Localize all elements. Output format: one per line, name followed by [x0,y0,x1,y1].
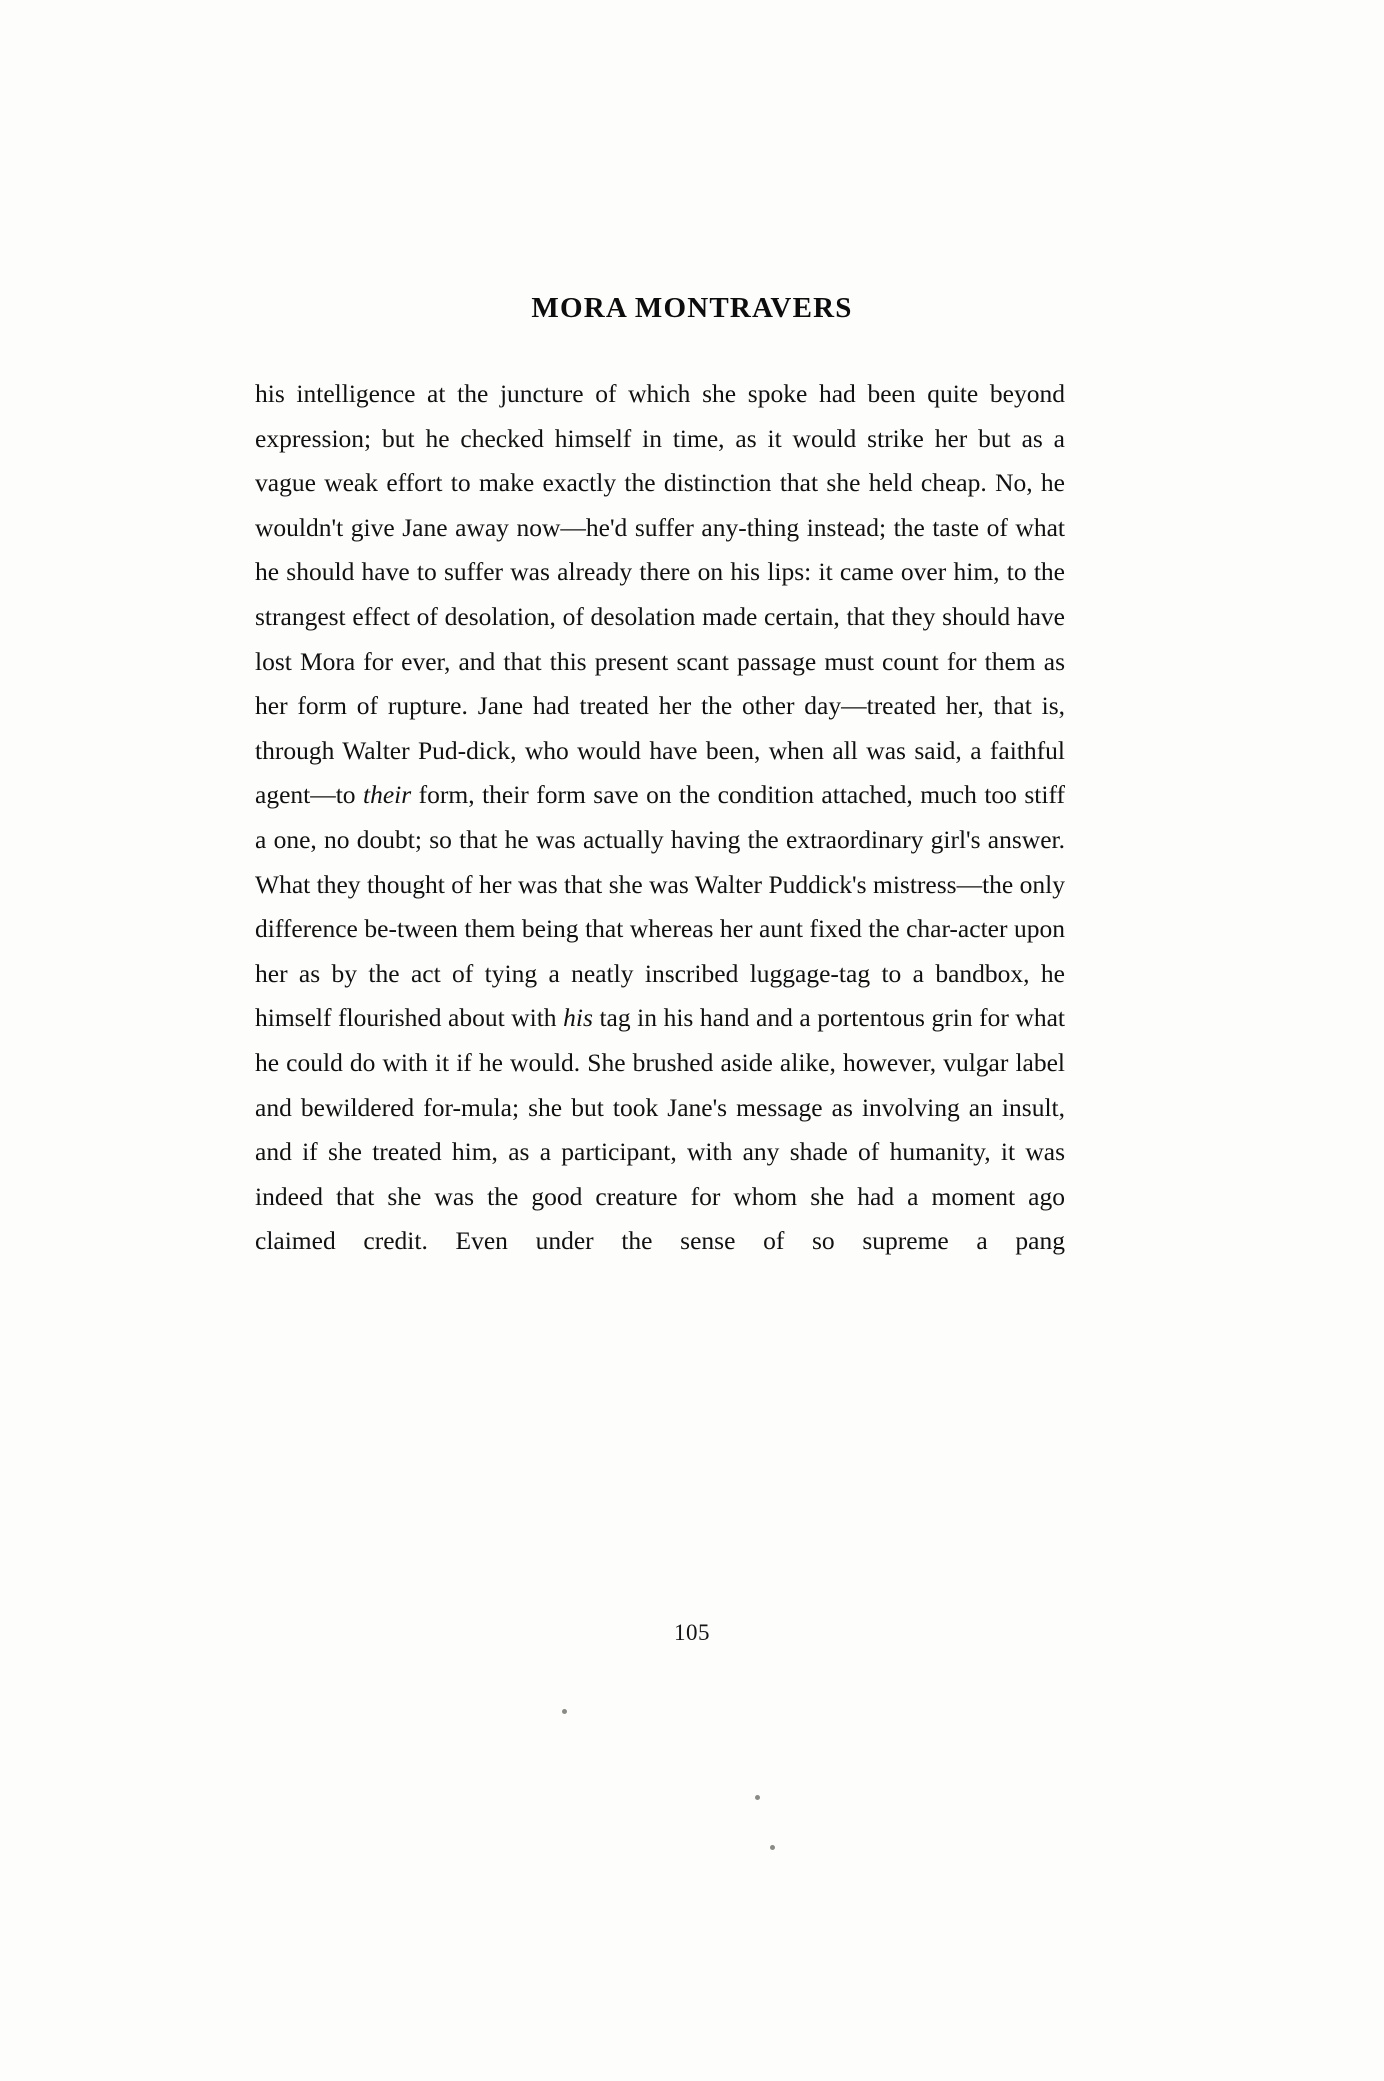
running-head: MORA MONTRAVERS [531,292,853,324]
page-body-text [255,372,1065,1308]
paper-speck-icon [562,1709,567,1714]
body-paragraph: his intelligence at the juncture of which she spoke had been quite beyond expression; but he checked himself in time, as it would strike her but as a vague weak effort to make exactly the distinction that she held cheap. No, he wouldn't give Jane away now—he'd suffer any-thing instead; the taste of what he should have to suffer was already there on his lips: it came over him, to the strangest effect of desolation, of desolation made certain, that they should have lost Mora for ever, and that this present scant passage must count for them as her form of rupture. Jane had treated her the other day—treated her, that is, through Walter Pud-dick, who would have been, when all was said, a faithful agent—to their form, their form save on the condition attached, much too stiff a one, no doubt; so that he was actually having the extraordinary girl's answer. What they thought of her was that she was Walter Puddick's mistress—the only difference be-tween them being that whereas her aunt fixed the char-acter upon her as by the act of tying a neatly inscribed luggage-tag to a bandbox, he himself flourished about with his tag in his hand and a portentous grin for what he could do with it if he would. She brushed aside alike, however, vulgar label and bewildered for-mula; she but took Jane's message as involving an insult, and if she treated him, as a participant, with any shade of humanity, it was indeed that she was the good creature for whom she had a moment ago claimed credit. Even under the sense of so supreme a pang [255,379,1065,1256]
paper-speck-icon [770,1845,775,1850]
paper-speck-icon [755,1795,760,1800]
page-number: 105 [674,1620,710,1645]
